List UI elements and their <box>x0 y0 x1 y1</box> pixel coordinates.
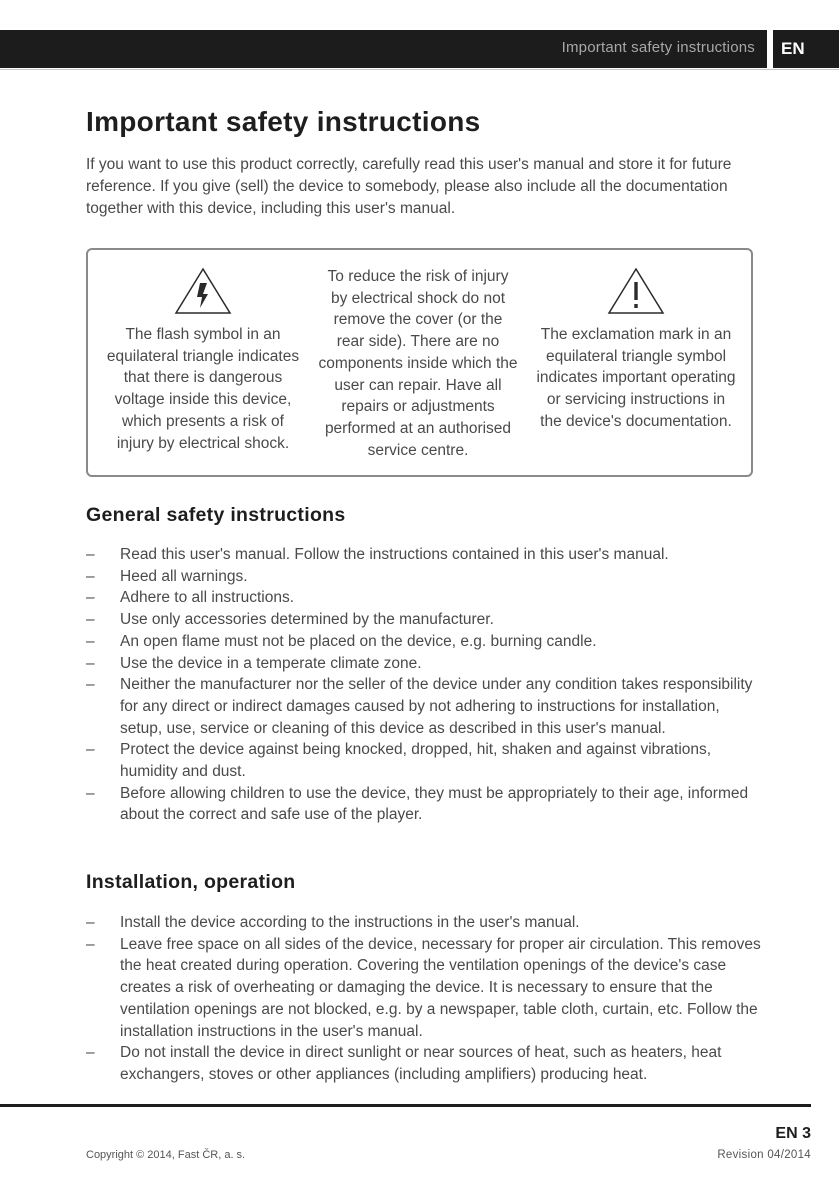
exclamation-symbol-column <box>534 266 738 433</box>
list-dash: – <box>86 676 95 694</box>
list-item-text: Use only accessories determined by the manufacturer. <box>120 611 494 629</box>
list-item-text: Adhere to all instructions. <box>120 589 295 607</box>
list-item <box>86 1042 766 1085</box>
list-item <box>86 544 766 566</box>
list-item-text: Before allowing children to use the device, they must be appropriately to their age, informed about the correct and safe use of the player. <box>120 784 749 824</box>
list-item <box>86 674 766 739</box>
language-badge: EN <box>773 30 839 68</box>
header-bar <box>0 30 767 68</box>
list-dash: – <box>86 589 95 607</box>
list-dash: – <box>86 567 95 585</box>
list-item <box>86 609 766 631</box>
list-item-text: Neither the manufacturer nor the seller of the device under any condition takes responsibility for any direct or indirect damages caused by not adhering to instructions for installation, setup, use, service or cleaning of this device as described in this user's manual. <box>120 676 753 737</box>
list-item-text: Do not install the device in direct sunlight or near sources of heat, such as heaters, heat exchangers, stoves or other appliances (including amplifiers) producing heat. <box>120 1044 722 1083</box>
flash-symbol-column <box>102 266 304 454</box>
header-divider <box>0 69 839 70</box>
flash-triangle-icon <box>173 266 233 316</box>
intro-paragraph: If you want to use this product correctly, carefully read this user's manual and store it for future reference. If you give (sell) the device to somebody, please also include all the documentation together with this device, including this user's manual. <box>86 156 732 217</box>
list-item <box>86 934 766 1043</box>
list-item <box>86 631 766 653</box>
list-item <box>86 912 766 934</box>
list-dash: – <box>86 784 95 802</box>
footer-divider <box>0 1104 811 1107</box>
list-item <box>86 739 766 782</box>
list-item-text: Use the device in a temperate climate zone. <box>120 654 422 672</box>
page-number: EN 3 <box>775 1125 811 1142</box>
list-dash: – <box>86 1044 95 1062</box>
list-dash: – <box>86 611 95 629</box>
list-item-text: Read this user's manual. Follow the instructions contained in this user's manual. <box>120 546 669 563</box>
list-dash: – <box>86 741 95 759</box>
list-item <box>86 783 766 826</box>
exclamation-triangle-icon <box>606 266 666 316</box>
list-item <box>86 653 766 675</box>
list-dash: – <box>86 632 95 650</box>
list-item <box>86 566 766 588</box>
list-item-text: Heed all warnings. <box>120 567 248 585</box>
list-item-text: Install the device according to the instructions in the user's manual. <box>120 914 580 931</box>
list-dash: – <box>86 546 95 563</box>
general-safety-heading: General safety instructions <box>86 504 346 526</box>
safety-symbols-box <box>86 248 753 477</box>
cover-warning-column <box>318 266 518 461</box>
list-dash: – <box>86 914 95 931</box>
list-item-text: Leave free space on all sides of the device, necessary for proper air circulation. This removes the heat created during operation. Covering the ventilation openings of the device's case creates a risk of overheating or damaging the device. It is necessary to ensure that the ventilation openings are not blocked, e.g. by a newspaper, table cloth, curtain, etc. Follow the installation instructions in the user's manual. <box>120 935 761 1040</box>
list-dash: – <box>86 654 95 672</box>
cover-warning-text: To reduce the risk of injury by electrical shock do not remove the cover (or the rear side). There are no components inside which the user can repair. Have all repairs or adjustments performed at an authorised service centre. <box>318 268 518 459</box>
flash-symbol-text: The flash symbol in an equilateral triangle indicates that there is dangerous voltage inside this device, which presents a risk of injury by electrical shock. <box>106 326 300 452</box>
page-title: Important safety instructions <box>86 106 481 137</box>
general-safety-list <box>86 544 766 826</box>
header-section-title: Important safety instructions <box>561 39 755 56</box>
list-item-text: An open flame must not be placed on the device, e.g. burning candle. <box>120 632 597 650</box>
exclamation-symbol-text: The exclamation mark in an equilateral triangle symbol indicates important operating or servicing instructions in the device's documentation. <box>536 326 736 430</box>
list-item <box>86 587 766 609</box>
revision-label: Revision 04/2014 <box>717 1149 811 1161</box>
installation-list <box>86 912 766 1086</box>
copyright-notice: Copyright © 2014, Fast ČR, a. s. <box>86 1149 246 1161</box>
list-item-text: Protect the device against being knocked, dropped, hit, shaken and against vibrations, humidity and dust. <box>120 741 712 781</box>
installation-heading: Installation, operation <box>86 871 296 893</box>
list-dash: – <box>86 935 95 953</box>
